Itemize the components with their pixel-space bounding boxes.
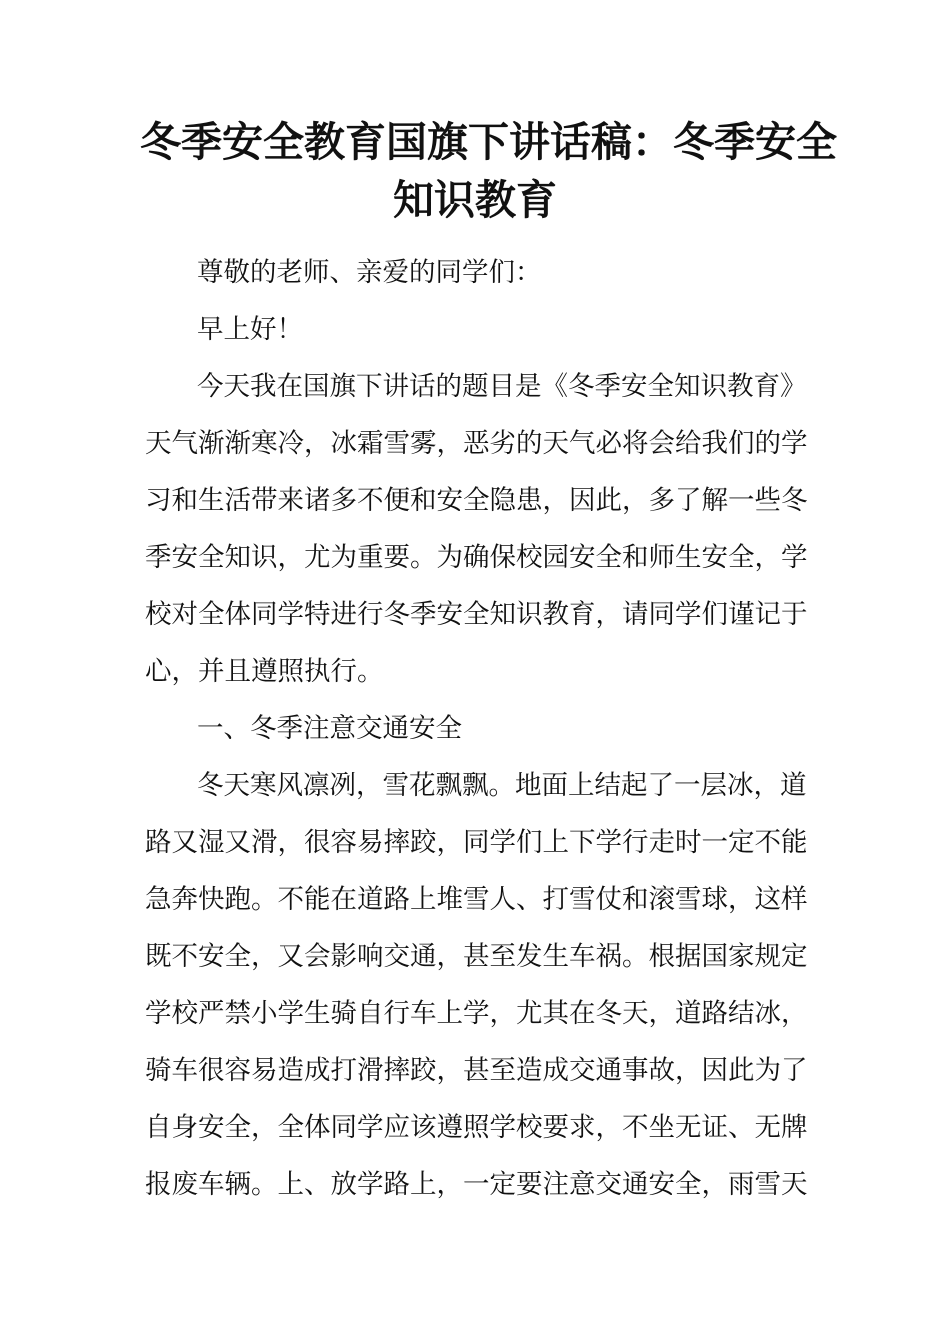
document-title-line-1: 冬季安全教育国旗下讲话稿：冬季安全 (140, 118, 837, 166)
paragraph-2-line-6: 骑车很容易造成打滑摔跤，甚至造成交通事故，因此为了 (145, 1055, 808, 1086)
paragraph-2-line-7: 自身安全，全体同学应该遵照学校要求，不坐无证、无牌 (145, 1112, 808, 1143)
paragraph-2-line-4: 既不安全，又会影响交通，甚至发生车祸。根据国家规定 (145, 941, 808, 972)
paragraph-1-line-1: 今天我在国旗下讲话的题目是《冬季安全知识教育》 (197, 371, 807, 402)
paragraph-2-line-1: 冬天寒风凛冽，雪花飘飘。地面上结起了一层冰，道 (197, 770, 807, 801)
section-heading-1: 一、冬季注意交通安全 (197, 713, 462, 744)
paragraph-1-line-6: 心，并且遵照执行。 (145, 656, 384, 687)
paragraph-1-line-5: 校对全体同学特进行冬季安全知识教育，请同学们谨记于 (145, 599, 808, 630)
paragraph-1-line-4: 季安全知识，尤为重要。为确保校园安全和师生安全，学 (145, 542, 808, 573)
document-title-line-2: 知识教育 (393, 176, 557, 224)
paragraph-1-line-2: 天气渐渐寒冷，冰霜雪雾，恶劣的天气必将会给我们的学 (145, 428, 808, 459)
salutation: 尊敬的老师、亲爱的同学们： (197, 257, 542, 288)
paragraph-2-line-5: 学校严禁小学生骑自行车上学，尤其在冬天，道路结冰， (145, 998, 808, 1029)
paragraph-2-line-2: 路又湿又滑，很容易摔跤，同学们上下学行走时一定不能 (145, 827, 808, 858)
greeting: 早上好！ (197, 314, 303, 345)
paragraph-2-line-8: 报废车辆。上、放学路上，一定要注意交通安全，雨雪天 (145, 1169, 808, 1200)
paragraph-2-line-3: 急奔快跑。不能在道路上堆雪人、打雪仗和滚雪球，这样 (145, 884, 808, 915)
paragraph-1-line-3: 习和生活带来诸多不便和安全隐患，因此，多了解一些冬 (145, 485, 808, 516)
